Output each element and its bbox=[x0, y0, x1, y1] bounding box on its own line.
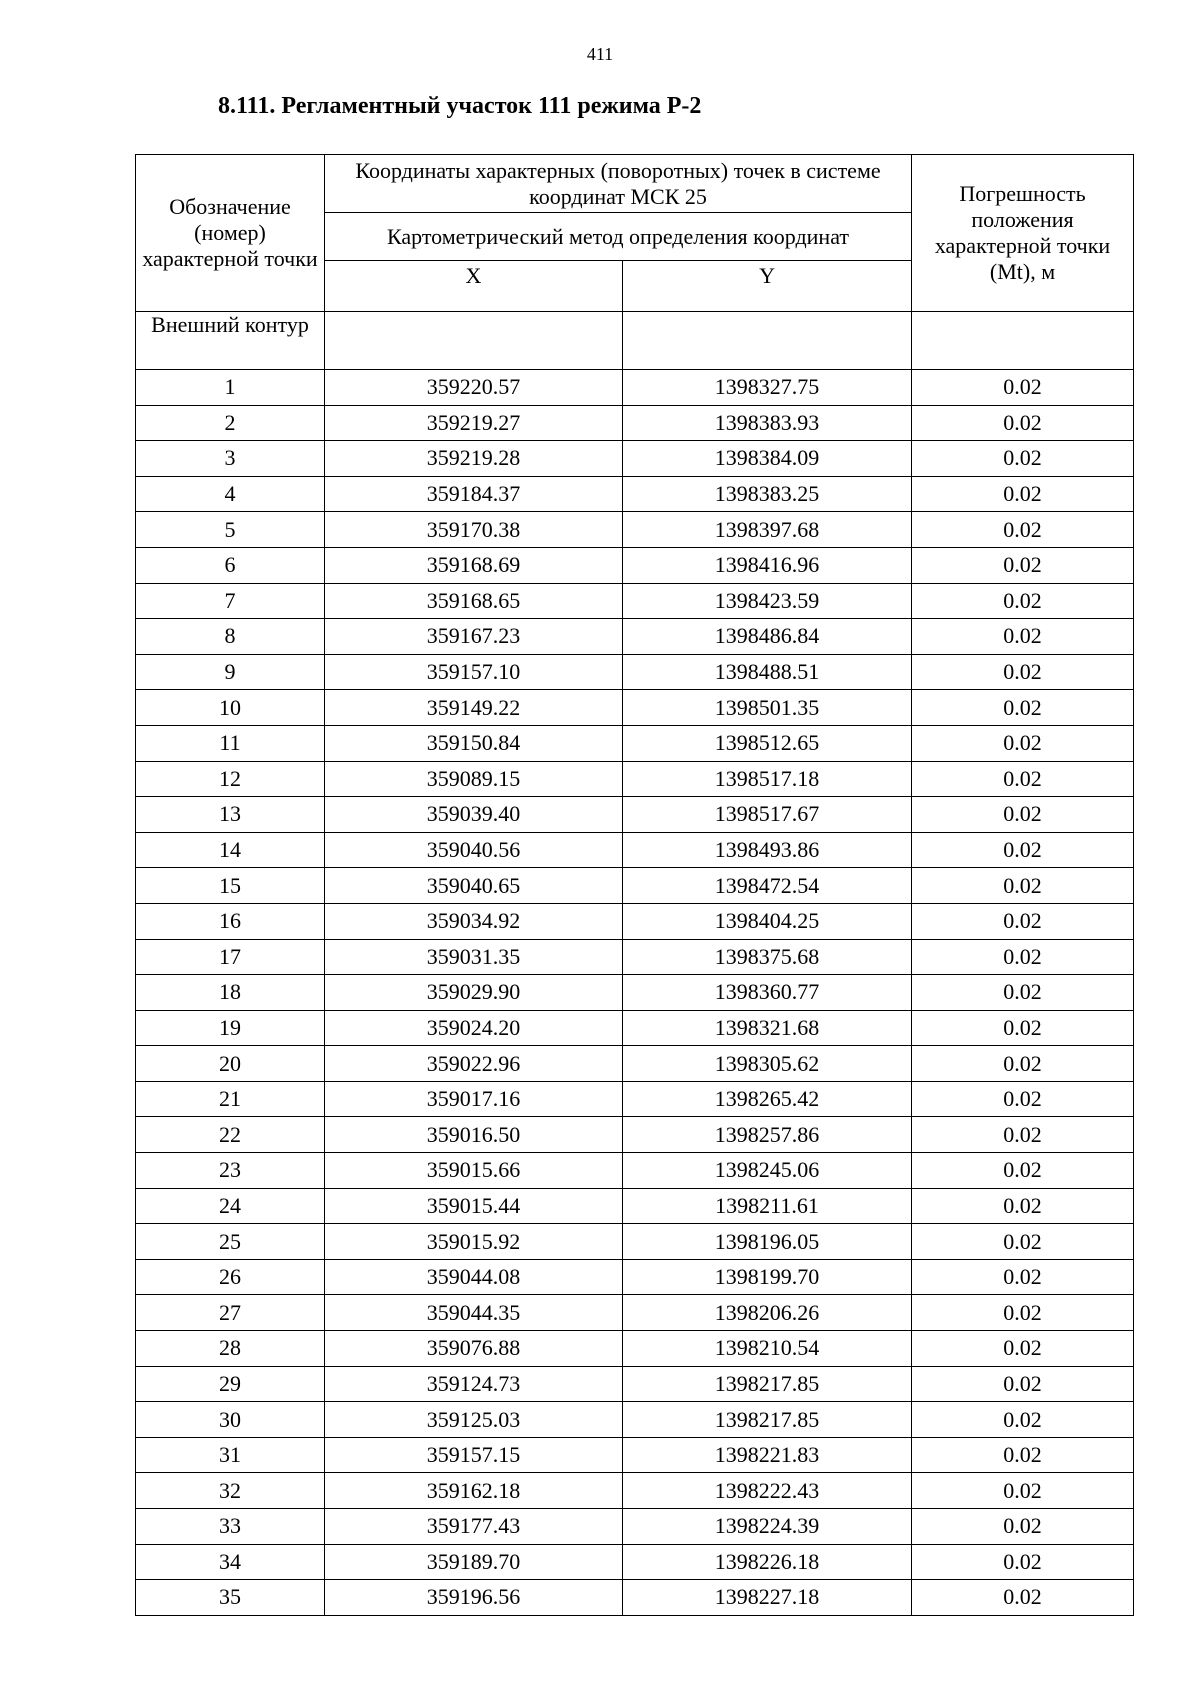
error-cell: 0.02 bbox=[912, 583, 1134, 619]
point-number-cell: 9 bbox=[136, 654, 325, 690]
x-coordinate-cell: 359167.23 bbox=[325, 619, 623, 655]
point-number-cell: 10 bbox=[136, 690, 325, 726]
error-cell: 0.02 bbox=[912, 975, 1134, 1011]
error-cell: 0.02 bbox=[912, 405, 1134, 441]
point-number-cell: 21 bbox=[136, 1081, 325, 1117]
y-coordinate-cell: 1398210.54 bbox=[623, 1331, 912, 1367]
point-number-cell: 12 bbox=[136, 761, 325, 797]
table-header bbox=[136, 155, 1134, 312]
table-row bbox=[136, 476, 1134, 512]
table-row bbox=[136, 939, 1134, 975]
point-number-cell: 1 bbox=[136, 370, 325, 406]
point-number-cell: 5 bbox=[136, 512, 325, 548]
x-coordinate-cell: 359022.96 bbox=[325, 1046, 623, 1082]
error-cell: 0.02 bbox=[912, 1509, 1134, 1545]
point-number-cell: 15 bbox=[136, 868, 325, 904]
y-coordinate-cell: 1398327.75 bbox=[623, 370, 912, 406]
y-coordinate-cell: 1398416.96 bbox=[623, 547, 912, 583]
error-cell: 0.02 bbox=[912, 1081, 1134, 1117]
error-cell: 0.02 bbox=[912, 1544, 1134, 1580]
point-number-cell: 20 bbox=[136, 1046, 325, 1082]
table-row bbox=[136, 1580, 1134, 1616]
table-row bbox=[136, 1331, 1134, 1367]
x-coordinate-cell: 359125.03 bbox=[325, 1402, 623, 1438]
point-number-cell: 26 bbox=[136, 1259, 325, 1295]
y-coordinate-cell: 1398245.06 bbox=[623, 1153, 912, 1189]
error-cell: 0.02 bbox=[912, 476, 1134, 512]
error-cell: 0.02 bbox=[912, 903, 1134, 939]
x-coordinate-cell: 359168.65 bbox=[325, 583, 623, 619]
error-cell: 0.02 bbox=[912, 1117, 1134, 1153]
error-cell: 0.02 bbox=[912, 761, 1134, 797]
x-coordinate-cell: 359124.73 bbox=[325, 1366, 623, 1402]
error-cell: 0.02 bbox=[912, 725, 1134, 761]
x-coordinate-cell: 359157.15 bbox=[325, 1437, 623, 1473]
table-row bbox=[136, 512, 1134, 548]
table-row bbox=[136, 654, 1134, 690]
error-cell: 0.02 bbox=[912, 441, 1134, 477]
x-coordinate-cell: 359034.92 bbox=[325, 903, 623, 939]
y-coordinate-cell: 1398486.84 bbox=[623, 619, 912, 655]
point-number-cell: 11 bbox=[136, 725, 325, 761]
error-cell: 0.02 bbox=[912, 1010, 1134, 1046]
table-row bbox=[136, 547, 1134, 583]
y-coordinate-cell: 1398488.51 bbox=[623, 654, 912, 690]
table-row bbox=[136, 1117, 1134, 1153]
y-coordinate-cell: 1398199.70 bbox=[623, 1259, 912, 1295]
point-number-cell: 24 bbox=[136, 1188, 325, 1224]
x-coordinate-cell: 359196.56 bbox=[325, 1580, 623, 1616]
table-row bbox=[136, 1259, 1134, 1295]
table-row bbox=[136, 725, 1134, 761]
x-coordinate-cell: 359015.92 bbox=[325, 1224, 623, 1260]
y-coordinate-cell: 1398222.43 bbox=[623, 1473, 912, 1509]
point-number-cell: 34 bbox=[136, 1544, 325, 1580]
y-coordinate-cell: 1398360.77 bbox=[623, 975, 912, 1011]
error-cell: 0.02 bbox=[912, 1580, 1134, 1616]
header-coordinates: Координаты характерных (поворотных) точек в системе координат МСК 25 bbox=[325, 155, 912, 213]
x-coordinate-cell: 359016.50 bbox=[325, 1117, 623, 1153]
table-row bbox=[136, 405, 1134, 441]
y-coordinate-cell: 1398383.25 bbox=[623, 476, 912, 512]
x-coordinate-cell: 359089.15 bbox=[325, 761, 623, 797]
table-row bbox=[136, 441, 1134, 477]
table-row bbox=[136, 619, 1134, 655]
point-number-cell: 35 bbox=[136, 1580, 325, 1616]
point-number-cell: 32 bbox=[136, 1473, 325, 1509]
section-label: Внешний контур bbox=[136, 312, 325, 370]
point-number-cell: 2 bbox=[136, 405, 325, 441]
table-row bbox=[136, 1295, 1134, 1331]
y-coordinate-cell: 1398321.68 bbox=[623, 1010, 912, 1046]
error-cell: 0.02 bbox=[912, 939, 1134, 975]
table-row bbox=[136, 1010, 1134, 1046]
y-coordinate-cell: 1398383.93 bbox=[623, 405, 912, 441]
y-coordinate-cell: 1398384.09 bbox=[623, 441, 912, 477]
y-coordinate-cell: 1398512.65 bbox=[623, 725, 912, 761]
y-coordinate-cell: 1398206.26 bbox=[623, 1295, 912, 1331]
y-coordinate-cell: 1398217.85 bbox=[623, 1402, 912, 1438]
header-point-designation: Обозначение (номер) характерной точки bbox=[136, 155, 325, 312]
error-cell: 0.02 bbox=[912, 1402, 1134, 1438]
table-row bbox=[136, 832, 1134, 868]
table-row bbox=[136, 797, 1134, 833]
x-coordinate-cell: 359044.08 bbox=[325, 1259, 623, 1295]
x-coordinate-cell: 359184.37 bbox=[325, 476, 623, 512]
point-number-cell: 27 bbox=[136, 1295, 325, 1331]
point-number-cell: 6 bbox=[136, 547, 325, 583]
table-row bbox=[136, 1366, 1134, 1402]
y-coordinate-cell: 1398224.39 bbox=[623, 1509, 912, 1545]
table-row bbox=[136, 975, 1134, 1011]
x-coordinate-cell: 359039.40 bbox=[325, 797, 623, 833]
empty-cell bbox=[912, 312, 1134, 370]
error-cell: 0.02 bbox=[912, 1366, 1134, 1402]
x-coordinate-cell: 359015.66 bbox=[325, 1153, 623, 1189]
header-position-error: Погрешность положения характерной точки (Mt), м bbox=[912, 155, 1134, 312]
point-number-cell: 28 bbox=[136, 1331, 325, 1367]
error-cell: 0.02 bbox=[912, 1437, 1134, 1473]
point-number-cell: 4 bbox=[136, 476, 325, 512]
point-number-cell: 29 bbox=[136, 1366, 325, 1402]
x-coordinate-cell: 359177.43 bbox=[325, 1509, 623, 1545]
table-row bbox=[136, 1473, 1134, 1509]
x-coordinate-cell: 359044.35 bbox=[325, 1295, 623, 1331]
x-coordinate-cell: 359149.22 bbox=[325, 690, 623, 726]
point-number-cell: 33 bbox=[136, 1509, 325, 1545]
y-coordinate-cell: 1398257.86 bbox=[623, 1117, 912, 1153]
point-number-cell: 17 bbox=[136, 939, 325, 975]
table-row bbox=[136, 690, 1134, 726]
error-cell: 0.02 bbox=[912, 1259, 1134, 1295]
table-row bbox=[136, 1402, 1134, 1438]
empty-cell bbox=[325, 312, 623, 370]
y-coordinate-cell: 1398211.61 bbox=[623, 1188, 912, 1224]
y-coordinate-cell: 1398265.42 bbox=[623, 1081, 912, 1117]
x-coordinate-cell: 359040.56 bbox=[325, 832, 623, 868]
y-coordinate-cell: 1398217.85 bbox=[623, 1366, 912, 1402]
point-number-cell: 13 bbox=[136, 797, 325, 833]
error-cell: 0.02 bbox=[912, 690, 1134, 726]
x-coordinate-cell: 359029.90 bbox=[325, 975, 623, 1011]
y-coordinate-cell: 1398375.68 bbox=[623, 939, 912, 975]
table-row bbox=[136, 1081, 1134, 1117]
point-number-cell: 23 bbox=[136, 1153, 325, 1189]
page-title: 8.111. Регламентный участок 111 режима Р-2 bbox=[218, 93, 702, 119]
x-coordinate-cell: 359170.38 bbox=[325, 512, 623, 548]
y-coordinate-cell: 1398305.62 bbox=[623, 1046, 912, 1082]
error-cell: 0.02 bbox=[912, 512, 1134, 548]
x-coordinate-cell: 359024.20 bbox=[325, 1010, 623, 1046]
y-coordinate-cell: 1398517.18 bbox=[623, 761, 912, 797]
point-number-cell: 25 bbox=[136, 1224, 325, 1260]
point-number-cell: 8 bbox=[136, 619, 325, 655]
point-number-cell: 30 bbox=[136, 1402, 325, 1438]
x-coordinate-cell: 359017.16 bbox=[325, 1081, 623, 1117]
y-coordinate-cell: 1398404.25 bbox=[623, 903, 912, 939]
x-coordinate-cell: 359150.84 bbox=[325, 725, 623, 761]
x-coordinate-cell: 359076.88 bbox=[325, 1331, 623, 1367]
error-cell: 0.02 bbox=[912, 1046, 1134, 1082]
point-number-cell: 3 bbox=[136, 441, 325, 477]
coordinates-table bbox=[135, 154, 1134, 1616]
point-number-cell: 7 bbox=[136, 583, 325, 619]
header-x: X bbox=[325, 261, 623, 312]
table-row bbox=[136, 583, 1134, 619]
page-number: 411 bbox=[586, 44, 614, 64]
empty-cell bbox=[623, 312, 912, 370]
x-coordinate-cell: 359220.57 bbox=[325, 370, 623, 406]
table-row bbox=[136, 1224, 1134, 1260]
error-cell: 0.02 bbox=[912, 832, 1134, 868]
point-number-cell: 18 bbox=[136, 975, 325, 1011]
x-coordinate-cell: 359219.28 bbox=[325, 441, 623, 477]
point-number-cell: 31 bbox=[136, 1437, 325, 1473]
table-row bbox=[136, 1046, 1134, 1082]
error-cell: 0.02 bbox=[912, 547, 1134, 583]
y-coordinate-cell: 1398493.86 bbox=[623, 832, 912, 868]
x-coordinate-cell: 359219.27 bbox=[325, 405, 623, 441]
error-cell: 0.02 bbox=[912, 868, 1134, 904]
error-cell: 0.02 bbox=[912, 1331, 1134, 1367]
y-coordinate-cell: 1398472.54 bbox=[623, 868, 912, 904]
error-cell: 0.02 bbox=[912, 1224, 1134, 1260]
y-coordinate-cell: 1398227.18 bbox=[623, 1580, 912, 1616]
table-row bbox=[136, 1188, 1134, 1224]
error-cell: 0.02 bbox=[912, 1473, 1134, 1509]
section-row bbox=[136, 312, 1134, 370]
table-row bbox=[136, 1437, 1134, 1473]
error-cell: 0.02 bbox=[912, 654, 1134, 690]
table-row bbox=[136, 761, 1134, 797]
error-cell: 0.02 bbox=[912, 1153, 1134, 1189]
y-coordinate-cell: 1398226.18 bbox=[623, 1544, 912, 1580]
x-coordinate-cell: 359015.44 bbox=[325, 1188, 623, 1224]
y-coordinate-cell: 1398501.35 bbox=[623, 690, 912, 726]
table-row bbox=[136, 1153, 1134, 1189]
table-row bbox=[136, 868, 1134, 904]
header-method: Картометрический метод определения координат bbox=[325, 213, 912, 261]
x-coordinate-cell: 359189.70 bbox=[325, 1544, 623, 1580]
table-row bbox=[136, 1509, 1134, 1545]
error-cell: 0.02 bbox=[912, 619, 1134, 655]
y-coordinate-cell: 1398196.05 bbox=[623, 1224, 912, 1260]
error-cell: 0.02 bbox=[912, 1295, 1134, 1331]
y-coordinate-cell: 1398517.67 bbox=[623, 797, 912, 833]
x-coordinate-cell: 359031.35 bbox=[325, 939, 623, 975]
table-body bbox=[136, 312, 1134, 1616]
error-cell: 0.02 bbox=[912, 1188, 1134, 1224]
table-row bbox=[136, 903, 1134, 939]
error-cell: 0.02 bbox=[912, 370, 1134, 406]
y-coordinate-cell: 1398423.59 bbox=[623, 583, 912, 619]
table-row bbox=[136, 1544, 1134, 1580]
y-coordinate-cell: 1398397.68 bbox=[623, 512, 912, 548]
header-y: Y bbox=[623, 261, 912, 312]
point-number-cell: 14 bbox=[136, 832, 325, 868]
x-coordinate-cell: 359168.69 bbox=[325, 547, 623, 583]
x-coordinate-cell: 359157.10 bbox=[325, 654, 623, 690]
y-coordinate-cell: 1398221.83 bbox=[623, 1437, 912, 1473]
error-cell: 0.02 bbox=[912, 797, 1134, 833]
x-coordinate-cell: 359040.65 bbox=[325, 868, 623, 904]
point-number-cell: 22 bbox=[136, 1117, 325, 1153]
point-number-cell: 19 bbox=[136, 1010, 325, 1046]
point-number-cell: 16 bbox=[136, 903, 325, 939]
table-row bbox=[136, 370, 1134, 406]
x-coordinate-cell: 359162.18 bbox=[325, 1473, 623, 1509]
